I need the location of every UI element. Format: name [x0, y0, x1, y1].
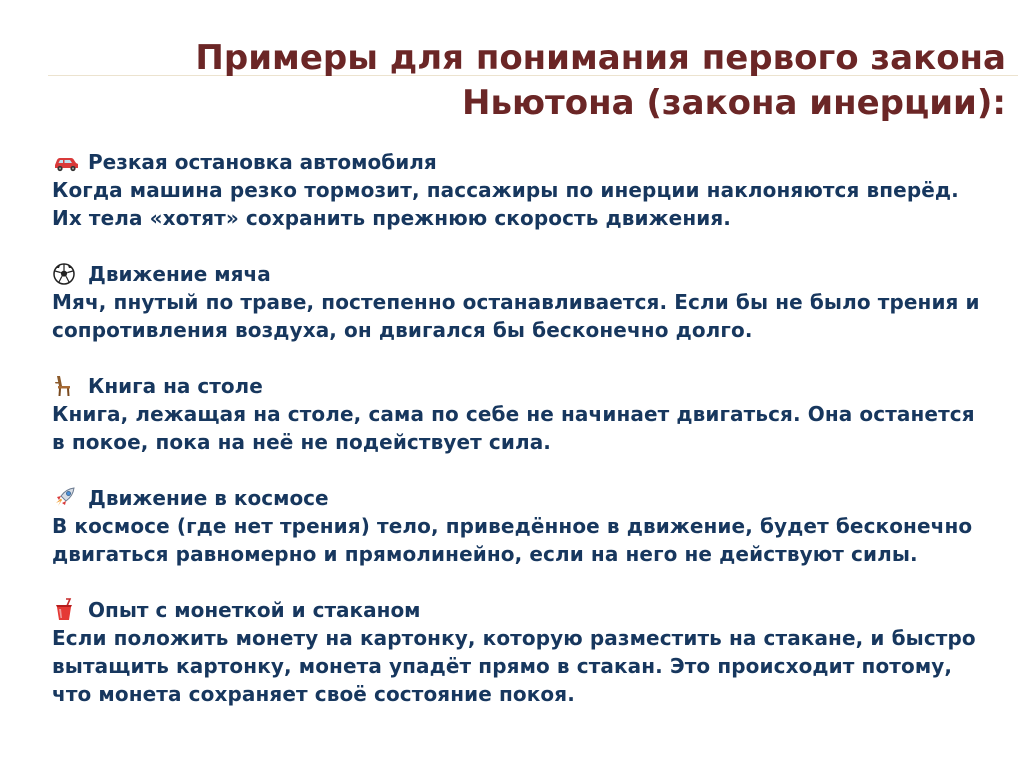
example-coin — [52, 596, 992, 708]
example-ball — [52, 260, 992, 344]
slide-title — [46, 36, 1006, 126]
example-heading — [52, 148, 992, 176]
example-title: Движение мяча — [88, 262, 271, 286]
example-title: Опыт с монеткой и стаканом — [88, 598, 421, 622]
example-book — [52, 372, 992, 456]
chair-icon — [52, 374, 80, 398]
example-car — [52, 148, 992, 232]
rocket-icon — [52, 486, 80, 510]
example-heading — [52, 260, 992, 288]
example-title: Резкая остановка автомобиля — [88, 150, 437, 174]
example-description: Если положить монету на картонку, которую разместить на стакане, и быстро вытащить картонку, монета упадёт прямо в стакан. Это происходит потому, что монета сохраняет своё состояние покоя. — [52, 626, 976, 706]
examples-list — [52, 148, 992, 736]
soccer-ball-icon — [52, 262, 80, 286]
example-description: Мяч, пнутый по траве, постепенно останавливается. Если бы не было трения и сопротивления воздуха, он двигался бы бесконечно долго. — [52, 290, 980, 342]
car-icon — [52, 150, 80, 174]
example-description: В космосе (где нет трения) тело, приведённое в движение, будет бесконечно двигаться равномерно и прямолинейно, если на него не действуют силы. — [52, 514, 973, 566]
title-line-2: Ньютона (закона инерции): — [462, 83, 1006, 123]
cup-with-straw-icon — [52, 598, 80, 622]
example-heading — [52, 372, 992, 400]
example-title: Книга на столе — [88, 374, 263, 398]
example-heading — [52, 484, 992, 512]
example-description: Когда машина резко тормозит, пассажиры по инерции наклоняются вперёд. Их тела «хотят» сохранить прежнюю скорость движения. — [52, 178, 959, 230]
example-heading — [52, 596, 992, 624]
example-description: Книга, лежащая на столе, сама по себе не начинает двигаться. Она останется в покое, пока на неё не подействует сила. — [52, 402, 975, 454]
example-title: Движение в космосе — [88, 486, 329, 510]
example-space — [52, 484, 992, 568]
title-line-1: Примеры для понимания первого закона — [195, 38, 1006, 78]
